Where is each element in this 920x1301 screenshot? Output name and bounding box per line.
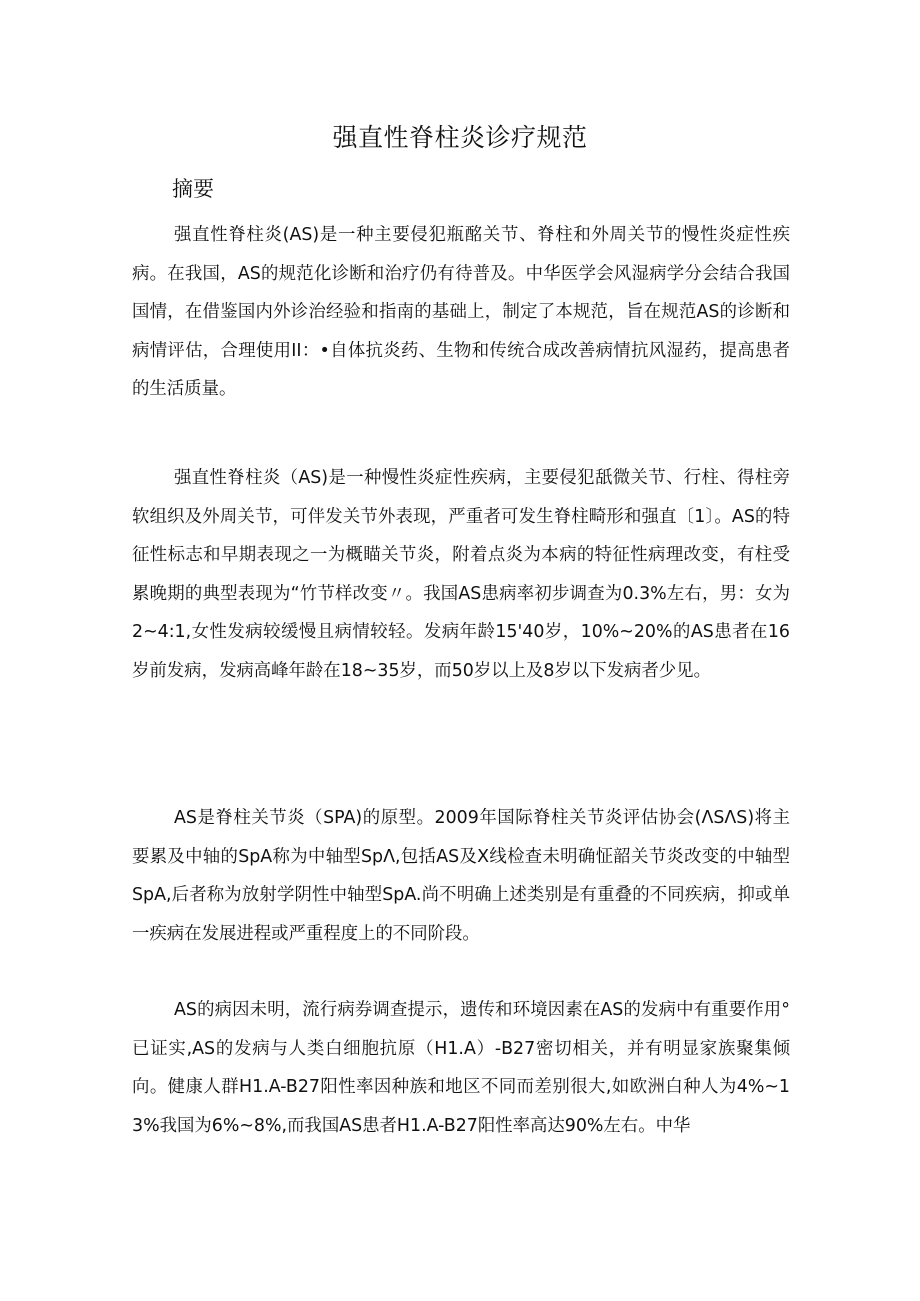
paragraph-1: 强直性脊柱炎(AS)是一种主要侵犯瓶酩关节、脊柱和外周关节的慢性炎症性疾病。在我国，AS的规范化诊断和治疗仍有待普及。中华医学会风湿病学分会结合我国国情，在借鉴国内外诊治经验和指南的基础上，制定了本规范，旨在规范AS的诊断和病情评估，合理使用II：•自体抗炎药、生物和传统合成改善病情抗风湿药，提高患者的生活质量。 (132, 225, 790, 400)
document-title: 强直性脊柱炎诊疗规范 (332, 123, 588, 152)
paragraph-4: AS的病因未明，流行病券调查提示，遗传和环境因素在AS的发病中有重要作用°已证实,AS的发病与人类白细胞抗原（H1.A）-B27密切相关，并有明显家族聚集倾向。健康人群H1.A-B27阳性率因种族和地区不同而差别很大,如欧洲白种人为4%~13%我国为6%~8%,而我国AS患者H1.A-B27阳性率高达90%左右。中华 (132, 1000, 790, 1136)
abstract-heading: 摘要 (172, 177, 214, 201)
paragraph-3: AS是脊柱关节炎（SPA)的原型。2009年国际脊柱关节炎评估协会(ΛSΛS)将主要累及中轴的SpA称为中轴型SpΛ,包括AS及X线检查未明确怔韶关节炎改变的中轴型SpA,后者称为放射学阴性中轴型SpA.尚不明确上述类别是有重叠的不同疾病，抑或单一疾病在发展进程或严重程度上的不同阶段。 (132, 808, 790, 944)
paragraph-2: 强直性脊柱炎（AS)是一种慢性炎症性疾病，主要侵犯舐微关节、行柱、得柱旁软组织及外周关节，可伴发关节外表现，严重者可发生脊柱畸形和强直〔1〕。AS的特征性标志和早期表现之一为概瞄关节炎，附着点炎为本病的特征性病理改变，有柱受累晚期的典型表现为“竹节样改变〃。我国AS患病率初步调查为0.3%左右，男：女为2~4:1,女性发病较缓慢且病情较轻。发病年龄15'40岁，10%~20%的AS患者在16岁前发病，发病高峰年龄在18~35岁，而50岁以上及8岁以下发病者少见。 (132, 468, 790, 681)
